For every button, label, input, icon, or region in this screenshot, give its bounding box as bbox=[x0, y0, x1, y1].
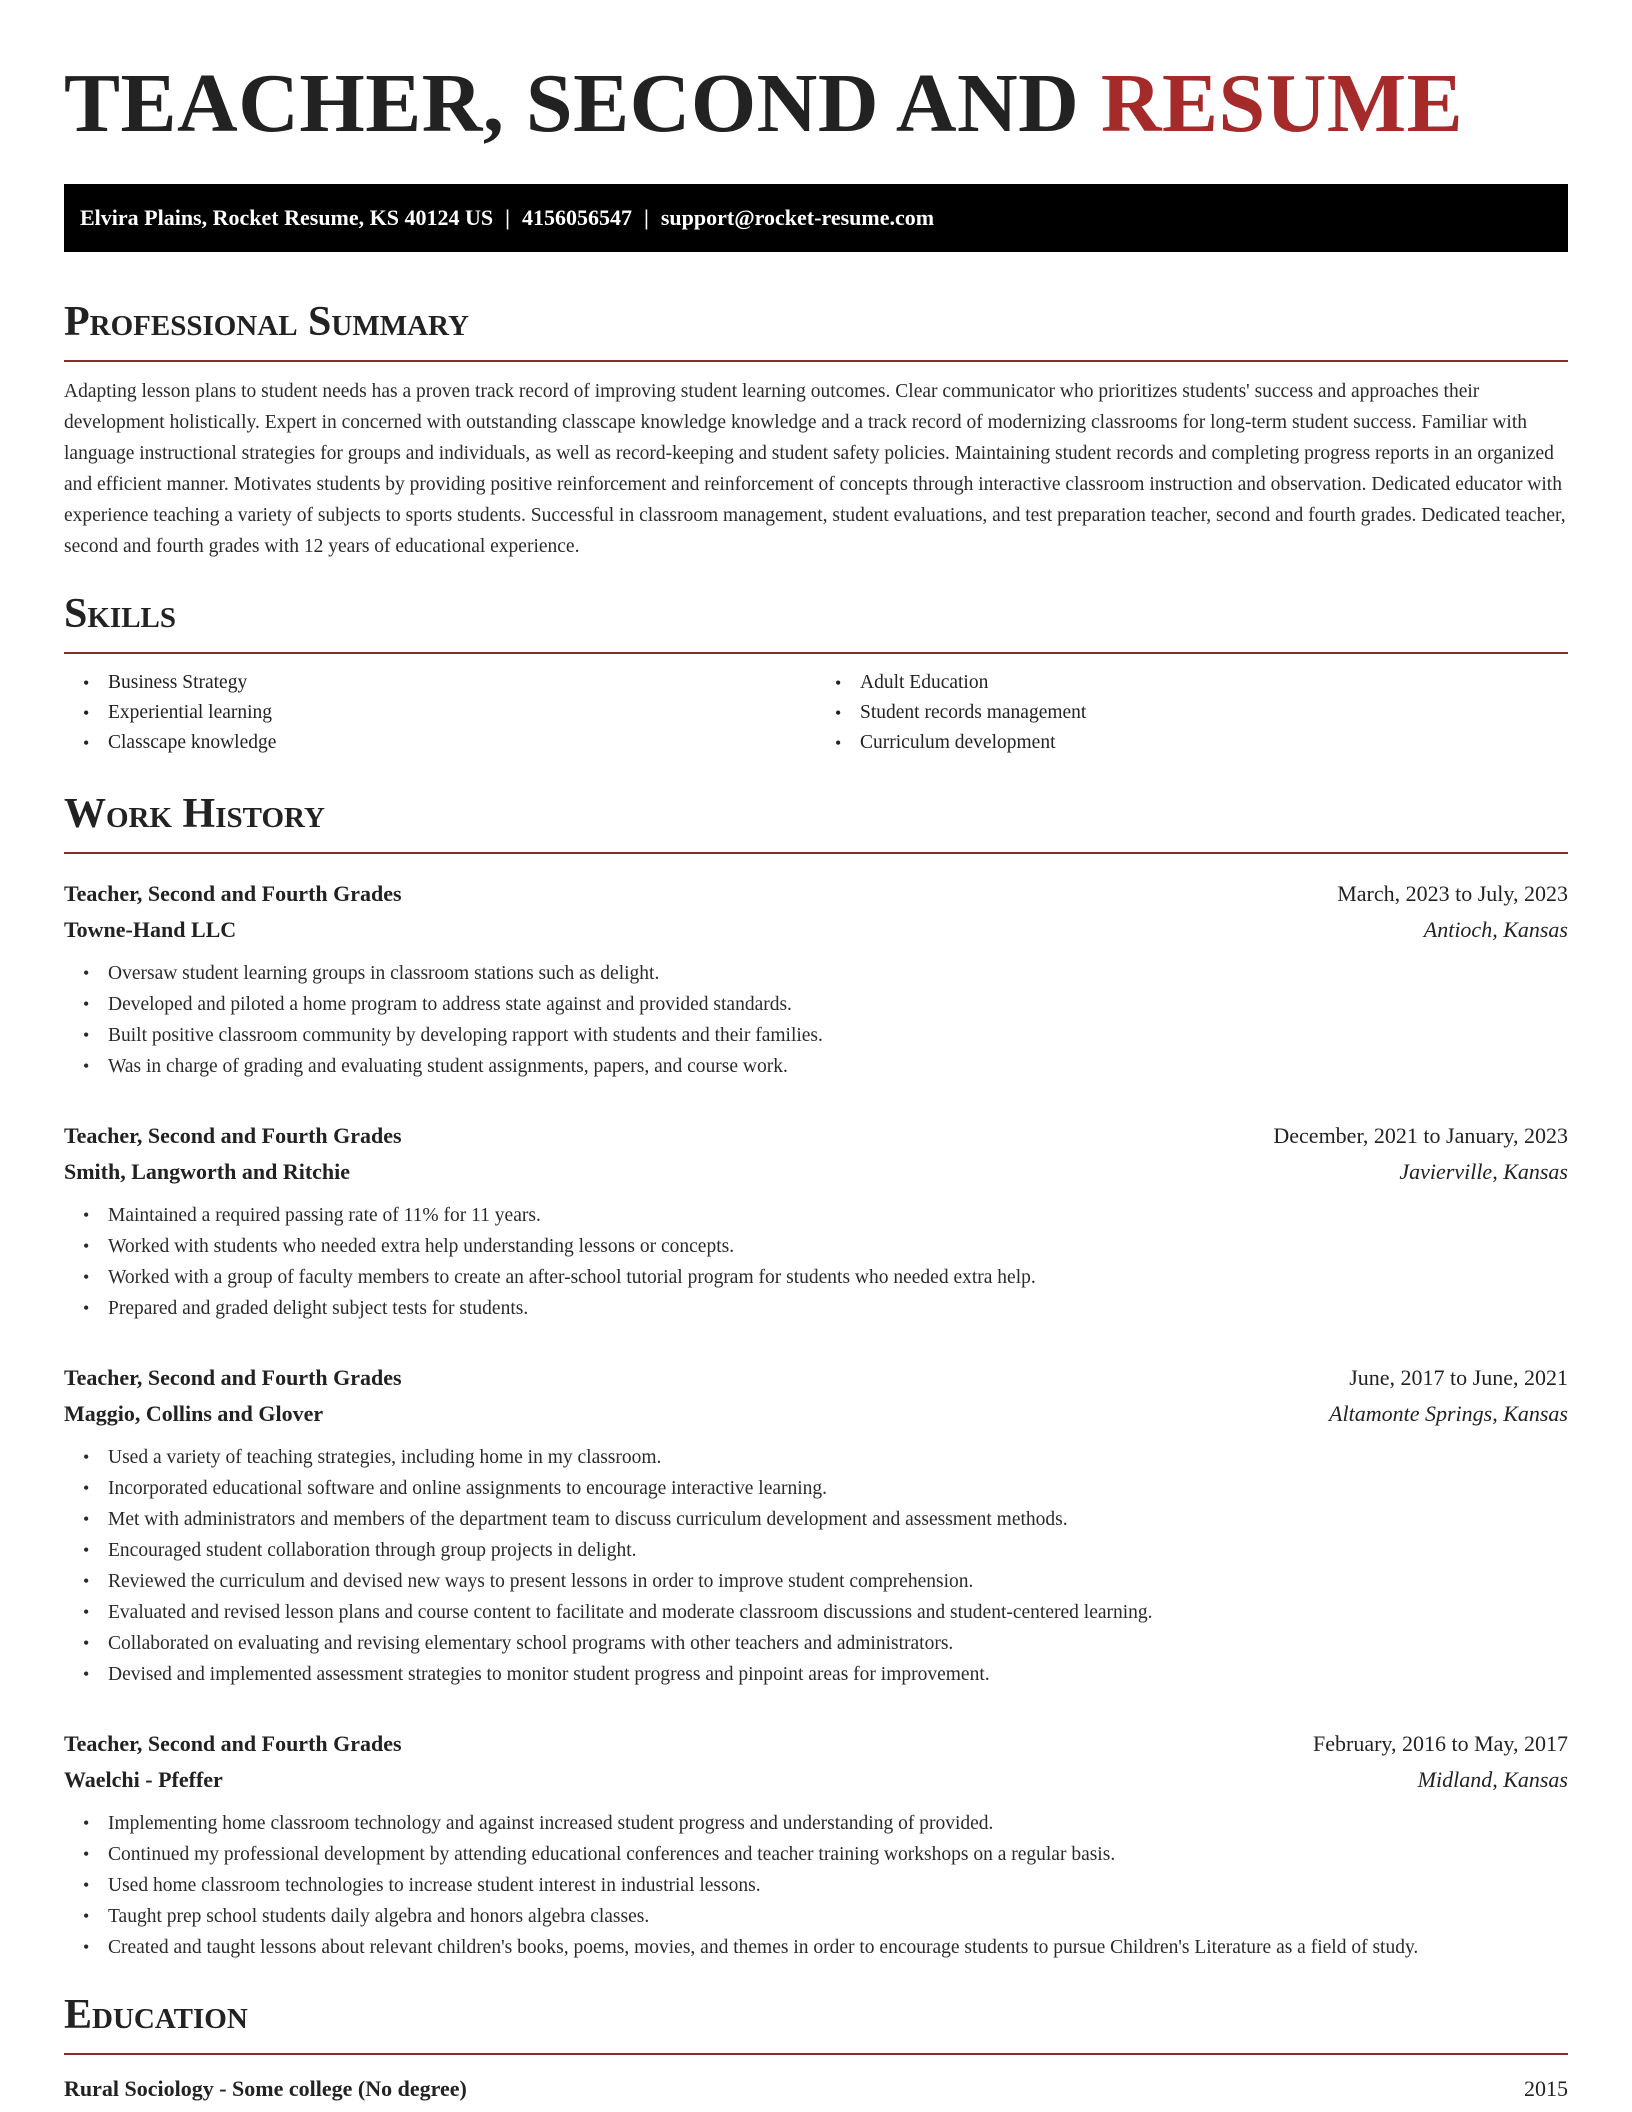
skills-heading: Skills bbox=[64, 590, 1568, 654]
job-duty-item: • Developed and piloted a home program to address state against and provided standards. bbox=[108, 989, 1568, 1020]
job-company: Towne-Hand LLC bbox=[64, 917, 237, 942]
summary-heading: Professional Summary bbox=[64, 298, 1568, 362]
job-duty-item: • Implementing home classroom technology and against increased student progress and understanding of provided. bbox=[108, 1808, 1568, 1839]
job-location: Antioch, Kansas bbox=[1423, 917, 1568, 942]
skills-grid bbox=[64, 668, 1568, 758]
job-company: Waelchi - Pfeffer bbox=[64, 1767, 223, 1792]
work-history-heading: Work History bbox=[64, 790, 1568, 854]
job-company-row bbox=[64, 912, 1568, 948]
contact-separator: | bbox=[643, 205, 649, 230]
skill-item: • Business Strategy bbox=[108, 668, 816, 698]
resume-title bbox=[64, 58, 1568, 150]
job-header-row bbox=[64, 1118, 1568, 1154]
job-company-row bbox=[64, 1396, 1568, 1432]
job-duties-list bbox=[64, 1442, 1568, 1690]
job-duty-item: • Built positive classroom community by developing rapport with students and their families. bbox=[108, 1020, 1568, 1051]
job-duty-item: • Evaluated and revised lesson plans and course content to facilitate and moderate classroom discussions and student-centered learning. bbox=[108, 1597, 1568, 1628]
job-location: Midland, Kansas bbox=[1417, 1767, 1568, 1792]
job-duty-item: • Met with administrators and members of the department team to discuss curriculum development and assessment methods. bbox=[108, 1504, 1568, 1535]
contact-address: Elvira Plains, Rocket Resume, KS 40124 US bbox=[80, 205, 494, 230]
job-entry bbox=[64, 1360, 1568, 1690]
skill-item: • Experiential learning bbox=[108, 698, 816, 728]
job-header-row bbox=[64, 1360, 1568, 1396]
skills-list-right bbox=[816, 668, 1568, 758]
job-dates: December, 2021 to January, 2023 bbox=[1273, 1123, 1568, 1148]
job-duties-list bbox=[64, 1808, 1568, 1963]
education-row bbox=[64, 2071, 1568, 2107]
education-degree: Rural Sociology - Some college (No degree) bbox=[64, 2076, 467, 2101]
job-company-row bbox=[64, 1762, 1568, 1798]
job-duty-item: • Taught prep school students daily algebra and honors algebra classes. bbox=[108, 1901, 1568, 1932]
job-header-row bbox=[64, 876, 1568, 912]
skill-item: • Classcape knowledge bbox=[108, 728, 816, 758]
job-duty-item: • Created and taught lessons about relevant children's books, poems, movies, and themes in order to encourage students to pursue Children's Literature as a field of study. bbox=[108, 1932, 1568, 1963]
resume-page bbox=[64, 0, 1568, 2107]
job-duty-item: • Reviewed the curriculum and devised new ways to present lessons in order to improve student comprehension. bbox=[108, 1566, 1568, 1597]
education-year: 2015 bbox=[1524, 2076, 1568, 2101]
job-entry bbox=[64, 1118, 1568, 1324]
job-title: Teacher, Second and Fourth Grades bbox=[64, 881, 402, 906]
job-entry bbox=[64, 1726, 1568, 1963]
job-dates: February, 2016 to May, 2017 bbox=[1313, 1731, 1568, 1756]
job-title: Teacher, Second and Fourth Grades bbox=[64, 1123, 402, 1148]
contact-email: support@rocket-resume.com bbox=[660, 205, 935, 230]
job-company: Smith, Langworth and Ritchie bbox=[64, 1159, 351, 1184]
job-location: Javierville, Kansas bbox=[1399, 1159, 1568, 1184]
skill-item: • Adult Education bbox=[860, 668, 1568, 698]
work-history-section bbox=[64, 790, 1568, 1963]
job-duty-item: • Devised and implemented assessment strategies to monitor student progress and pinpoint areas for improvement. bbox=[108, 1659, 1568, 1690]
skills-section bbox=[64, 590, 1568, 758]
job-company-row bbox=[64, 1154, 1568, 1190]
job-duty-item: • Used a variety of teaching strategies, including home in my classroom. bbox=[108, 1442, 1568, 1473]
job-duties-list bbox=[64, 1200, 1568, 1324]
job-duty-item: • Collaborated on evaluating and revising elementary school programs with other teachers and administrators. bbox=[108, 1628, 1568, 1659]
job-duty-item: • Oversaw student learning groups in classroom stations such as delight. bbox=[108, 958, 1568, 989]
job-duties-list bbox=[64, 958, 1568, 1082]
summary-section bbox=[64, 298, 1568, 562]
job-duty-item: • Incorporated educational software and online assignments to encourage interactive learning. bbox=[108, 1473, 1568, 1504]
job-dates: March, 2023 to July, 2023 bbox=[1337, 881, 1568, 906]
job-company: Maggio, Collins and Glover bbox=[64, 1401, 324, 1426]
job-duty-item: • Prepared and graded delight subject tests for students. bbox=[108, 1293, 1568, 1324]
job-header-row bbox=[64, 1726, 1568, 1762]
job-dates: June, 2017 to June, 2021 bbox=[1349, 1365, 1568, 1390]
resume-title-main: TEACHER, SECOND AND bbox=[64, 57, 1101, 150]
job-duty-item: • Maintained a required passing rate of 11% for 11 years. bbox=[108, 1200, 1568, 1231]
education-heading: Education bbox=[64, 1991, 1568, 2055]
job-duty-item: • Worked with students who needed extra help understanding lessons or concepts. bbox=[108, 1231, 1568, 1262]
contact-bar bbox=[64, 184, 1568, 252]
job-title: Teacher, Second and Fourth Grades bbox=[64, 1731, 402, 1756]
skills-list-left bbox=[64, 668, 816, 758]
job-duty-item: • Used home classroom technologies to increase student interest in industrial lessons. bbox=[108, 1870, 1568, 1901]
summary-text: Adapting lesson plans to student needs has a proven track record of improving student learning outcomes. Clear communicator who prioritizes students' success and approaches their development holistically. Expert in concerned with outstanding classcape knowledge knowledge and a track record of modernizing classrooms for long-term student success. Familiar with language instructional strategies for groups and individuals, as well as record-keeping and student safety policies. Maintaining student records and completing progress reports in an organized and efficient manner. Motivates students by providing positive reinforcement and reinforcement of concepts through interactive classroom instruction and observation. Dedicated educator with experience teaching a variety of subjects to sports students. Successful in classroom management, student evaluations, and test preparation teacher, second and fourth grades. Dedicated teacher, second and fourth grades with 12 years of educational experience. bbox=[64, 381, 1566, 557]
contact-separator: | bbox=[505, 205, 510, 230]
job-duty-item: • Was in charge of grading and evaluating student assignments, papers, and course work. bbox=[108, 1051, 1568, 1082]
skill-item: • Student records management bbox=[860, 698, 1568, 728]
job-duty-item: • Encouraged student collaboration through group projects in delight. bbox=[108, 1535, 1568, 1566]
resume-title-accent: RESUME bbox=[1100, 57, 1464, 150]
job-duty-item: • Worked with a group of faculty members to create an after-school tutorial program for students who needed extra help. bbox=[108, 1262, 1568, 1293]
job-entry bbox=[64, 876, 1568, 1082]
job-duty-item: • Continued my professional development by attending educational conferences and teacher training workshops on a regular basis. bbox=[108, 1839, 1568, 1870]
skill-item: • Curriculum development bbox=[860, 728, 1568, 758]
job-title: Teacher, Second and Fourth Grades bbox=[64, 1365, 402, 1390]
contact-phone: 4156056547 bbox=[521, 205, 632, 230]
education-section bbox=[64, 1991, 1568, 2107]
job-location: Altamonte Springs, Kansas bbox=[1329, 1401, 1568, 1426]
